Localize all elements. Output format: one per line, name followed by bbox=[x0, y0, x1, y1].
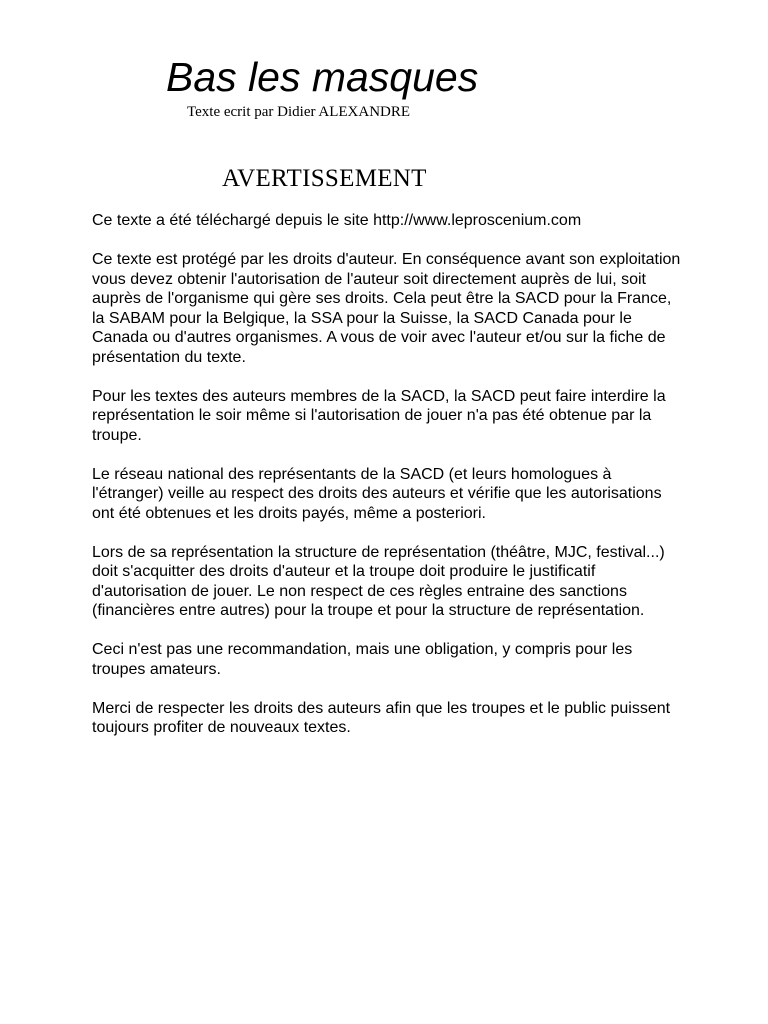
paragraph-performance-obligations: Lors de sa représentation la structure de représentation (théâtre, MJC, festival...) doit s'acquitter des droits d'auteur et la troupe doit produire le justificatif d'autorisation de jouer. Le non respect de ces règles entraine des sanctions (financières entre autres) pour la troupe et pour la structure de représentation. bbox=[92, 543, 665, 619]
paragraph-network: Le réseau national des représentants de la SACD (et leurs homologues à l'étranger) veille au respect des droits des auteurs et vérifie que les autorisations ont été obtenues et les droits payés, même a posteriori. bbox=[92, 465, 662, 522]
document-title: Bas les masques bbox=[166, 54, 479, 100]
paragraph-copyright: Ce texte est protégé par les droits d'auteur. En conséquence avant son exploitation vous devez obtenir l'autorisation de l'auteur soit directement auprès de lui, soit auprès de l'organisme qui gère ses droits. Cela peut être la SACD pour la France, la SABAM pour la Belgique, la SSA pour la Suisse, la SACD Canada pour le Canada ou d'autres organismes. A vous de voir avec l'auteur et/ou sur la fiche de présentation du texte. bbox=[92, 251, 681, 366]
paragraph-sacd-members: Pour les textes des auteurs membres de la SACD, la SACD peut faire interdire la représentation le soir même si l'autorisation de jouer n'a pas été obtenue par la troupe. bbox=[92, 387, 666, 444]
warning-heading: AVERTISSEMENT bbox=[222, 165, 427, 192]
paragraph-download-source: Ce texte a été téléchargé depuis le site http://www.leproscenium.com bbox=[92, 212, 582, 229]
document-author-line: Texte ecrit par Didier ALEXANDRE bbox=[187, 104, 411, 120]
warning-body bbox=[92, 211, 682, 757]
paragraph-obligation: Ceci n'est pas une recommandation, mais une obligation, y compris pour les troupes amateurs. bbox=[92, 641, 633, 678]
paragraph-thanks: Merci de respecter les droits des auteurs afin que les troupes et le public puissent toujours profiter de nouveaux textes. bbox=[92, 699, 671, 736]
